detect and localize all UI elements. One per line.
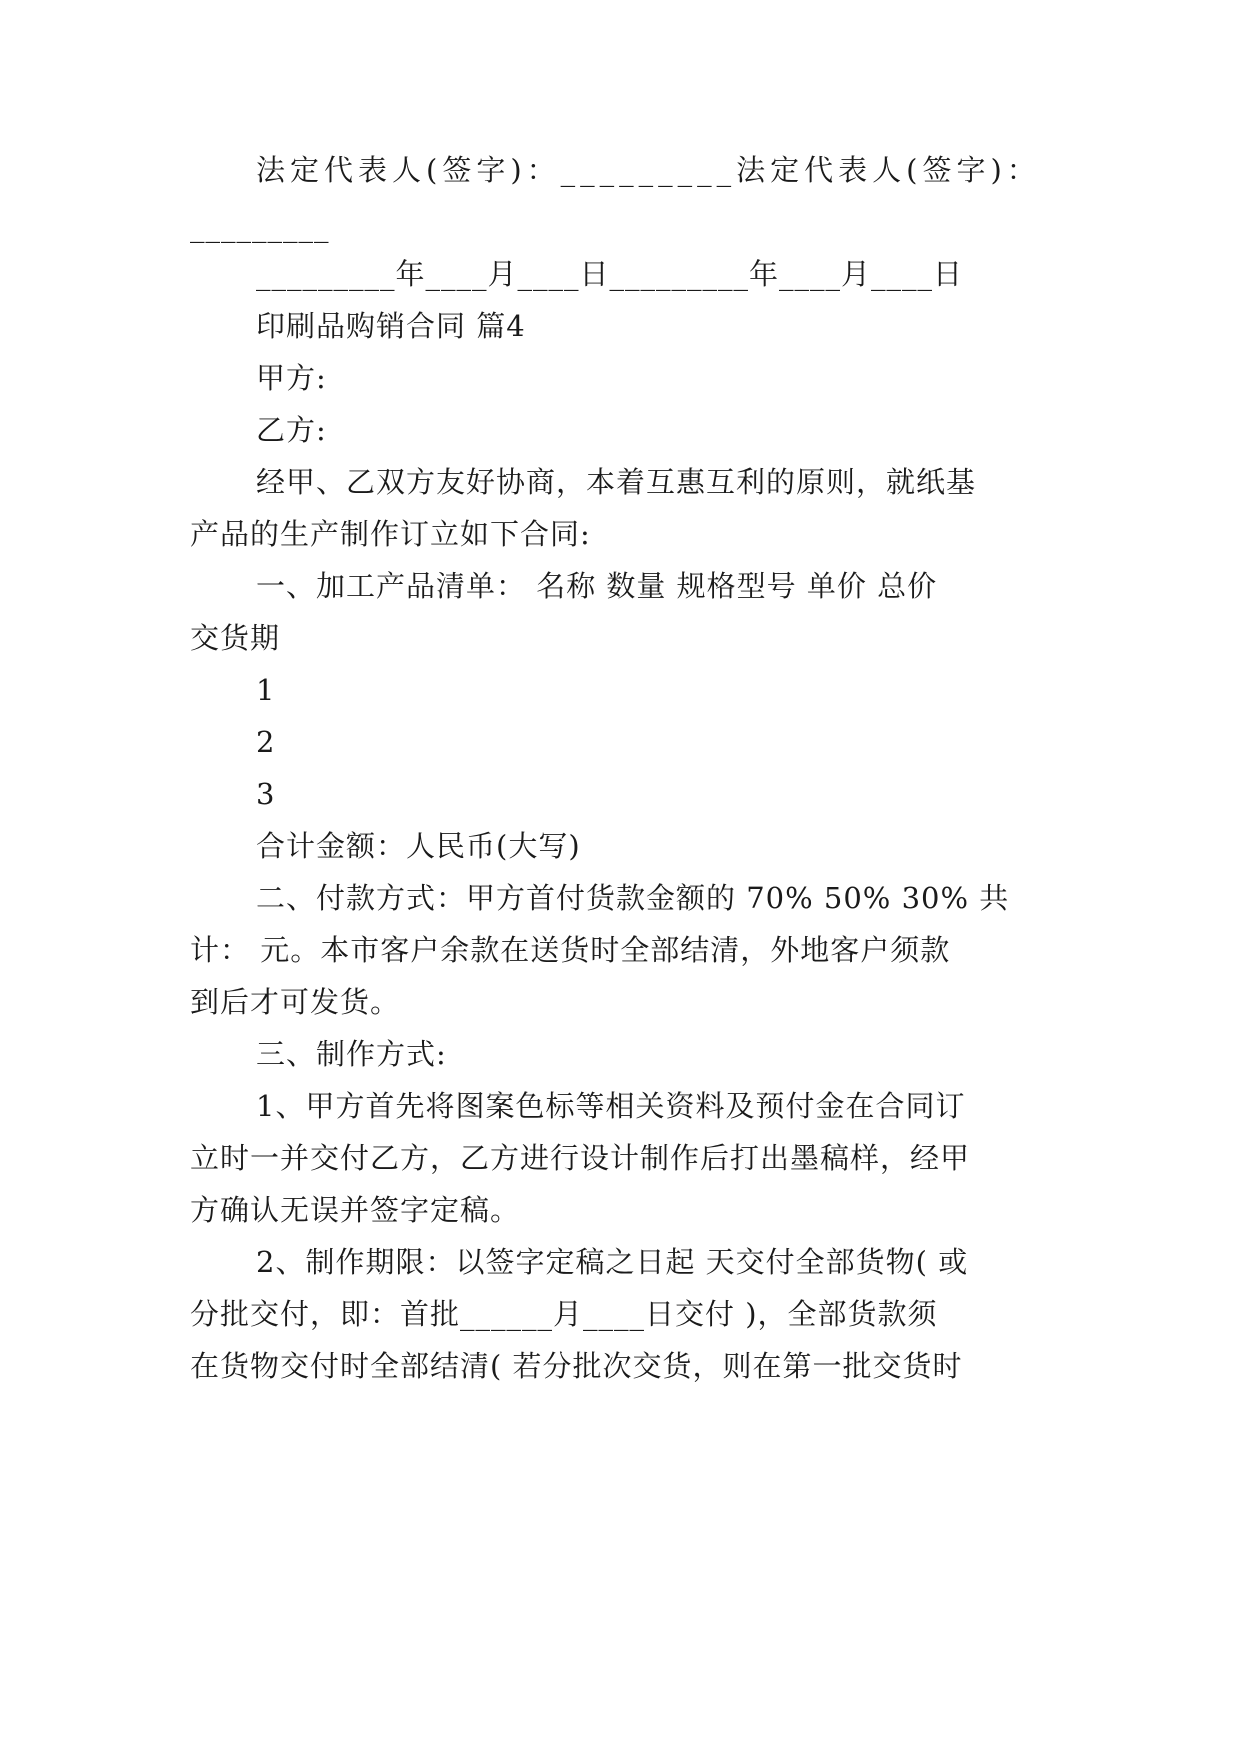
party-a-line: 甲方: [256,361,327,395]
production-clause-2-line-2: 分批交付，即：首批______月____日交付 )，全部货款须 [190,1297,938,1331]
total-amount-line: 合计金额：人民币(大写) [256,829,581,863]
preamble-line-2: 产品的生产制作订立如下合同: [190,517,591,551]
signature-line-legal-rep: 法定代表人(签字)：_________法定代表人(签字)： [256,153,1041,187]
list-item-1: 1 [256,673,276,707]
production-method-heading: 三、制作方式: [256,1037,447,1071]
list-item-2: 2 [256,725,276,759]
date-line: _________年____月____日_________年____月____日 [256,257,964,291]
production-clause-1-line-3: 方确认无误并签字定稿。 [190,1193,521,1227]
production-clause-2-line-3: 在货物交付时全部结清( 若分批次交货，则在第一批交货时 [190,1349,963,1383]
list-item-3: 3 [256,777,276,811]
payment-method-line-1: 二、付款方式：甲方首付货款金额的 70% 50% 30% 共 [256,881,1010,915]
product-list-heading-cont: 交货期 [190,621,281,655]
preamble-line-1: 经甲、乙双方友好协商，本着互惠互利的原则，就纸基 [256,465,977,499]
payment-method-line-3: 到后才可发货。 [190,985,401,1019]
signature-blank-line: _________ [190,209,330,243]
contract-title: 印刷品购销合同 篇4 [256,309,526,343]
payment-method-line-2: 计： 元。本市客户余款在送货时全部结清，外地客户须款 [190,933,951,967]
party-b-line: 乙方: [256,413,327,447]
production-clause-1-line-2: 立时一并交付乙方，乙方进行设计制作后打出墨稿样，经甲 [190,1141,971,1175]
production-clause-1-line-1: 1、甲方首先将图案色标等相关资料及预付金在合同订 [256,1089,966,1123]
product-list-heading: 一、加工产品清单： 名称 数量 规格型号 单价 总价 [256,569,938,603]
production-clause-2-line-1: 2、制作期限：以签字定稿之日起 天交付全部货物( 或 [256,1245,969,1279]
